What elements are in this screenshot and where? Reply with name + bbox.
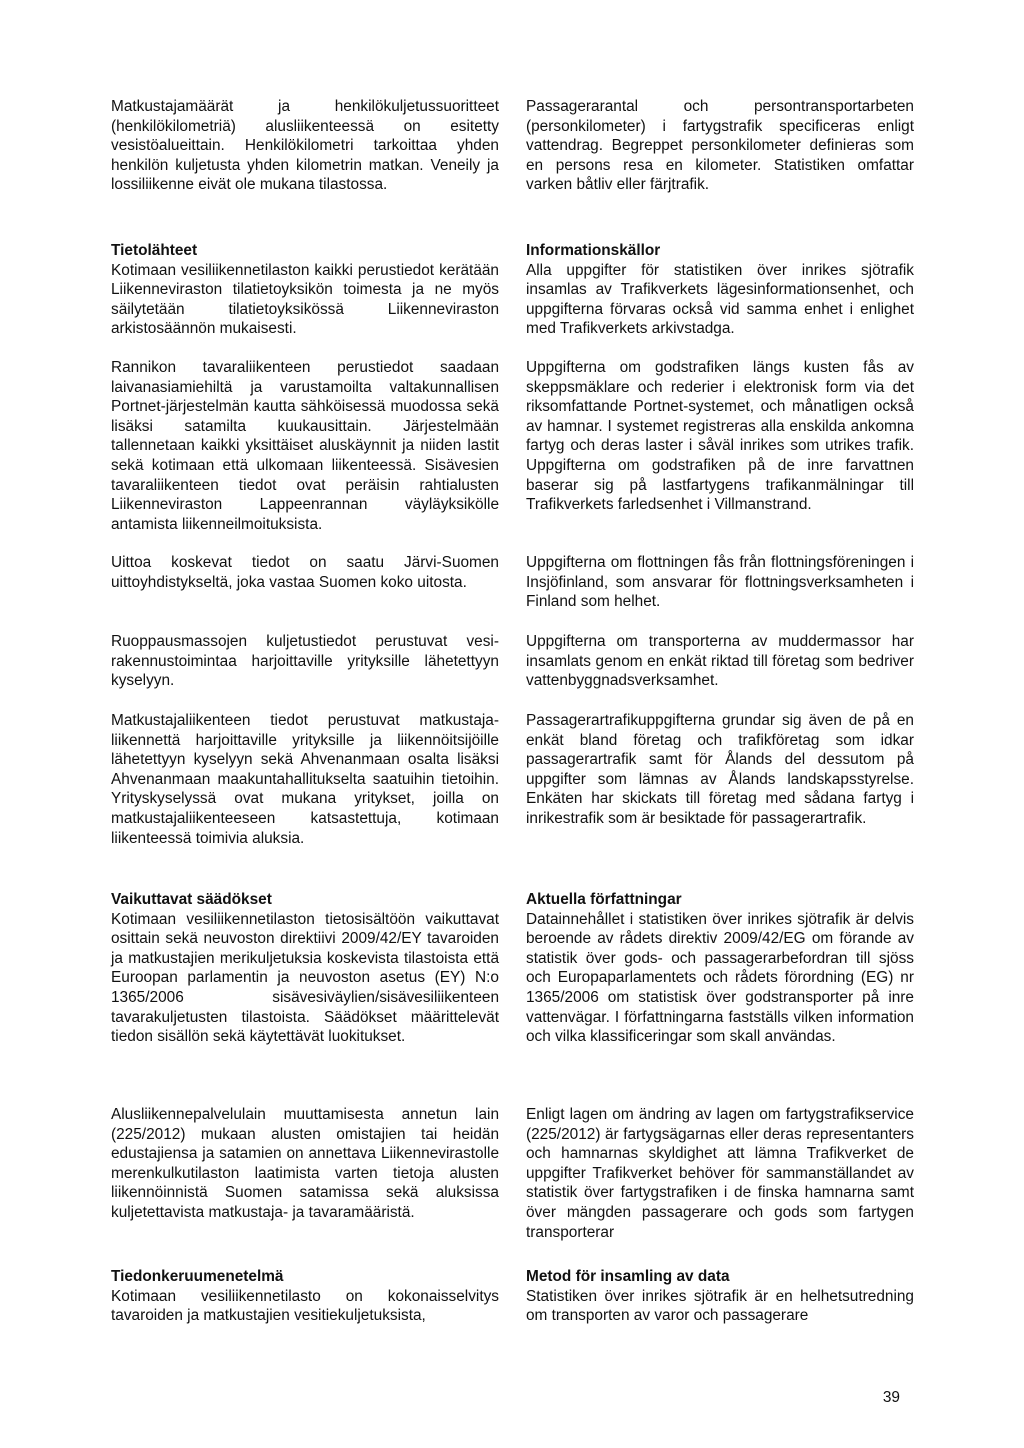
sources-paragraph-2-sv: Uppgifterna om godstrafiken längs kusten fås av skeppsmäklare och rederier i elektronisk form via det riksomfattande Portnet-systemet, och månatligen också av hamnar. I systemet registreras alla enskilda ankomna fartyg och deras laster i såväl inrikes som utrikes trafik. Uppgifterna om godstrafiken på de inre farvattnen baserar sig på lastfartygens trafikanmälningar till Trafikverkets farledsenhet i Villmanstrand. [526,359,914,514]
sources-paragraph-5-fi-block [111,711,499,848]
regulations-paragraph-2-fi-block [111,1105,499,1223]
sources-paragraph-3-fi-block [111,553,499,592]
regulations-heading-fi: Vaikuttavat säädökset [111,891,272,908]
sources-paragraph-4-sv: Uppgifterna om transporterna av muddermassor har insamlats genom en enkät riktad till företag som bedriver vattenbyggnadsverksamhet. [526,633,914,690]
regulations-paragraph-1-fi: Kotimaan vesiliikennetilaston tietosisältöön vaikuttavat osittain sekä neuvoston direktiivi 2009/42/EY tavaroiden ja matkustajien merikuljetuksia koskevista tilastoista että Euroopan parlamentin ja neuvoston asetus (EY) N:o 1365/2006 sisävesiväylien/sisävesiliikenteen tavarakuljetusten tilastoista. Säädökset määrittelevät tiedon sisällön sekä käytettävät luokitukset. [111,910,499,1046]
sources-heading-sv: Informationskällor [526,242,661,259]
method-paragraph-1-sv: Statistiken över inrikes sjötrafik är en helhetsutredning om transporten av varor och passagerare [526,1287,914,1325]
method-heading-fi: Tiedonkeruumenetelmä [111,1268,284,1285]
sources-paragraph-3-sv: Uppgifterna om flottningen fås från flottningsföreningen i Insjöfinland, som ansvarar för flottningsverksamheten i Finland som helhet. [526,554,914,611]
sources-paragraph-1-fi: Kotimaan vesiliikennetilaston kaikki perustiedot kerätään Liikenneviraston tilatietoyksikön toimesta ja ne myös säilytetään tilatietoyksikössä Liikenneviraston arkistosäännön mukaisesti. [111,261,499,338]
sources-paragraph-4-sv-block [526,632,914,691]
sources-paragraph-4-fi-block [111,632,499,691]
method-paragraph-1-fi: Kotimaan vesiliikennetilasto on kokonaisselvitys tavaroiden ja matkustajien vesitiekuljetuksista, [111,1287,499,1325]
sources-paragraph-1-sv: Alla uppgifter för statistiken över inrikes sjötrafik insamlas av Trafikverkets lägesinformationsenhet, och uppgifterna förvaras också vid samma enhet i enlighet med Trafikverkets arkivstadga. [526,261,914,338]
intro-paragraph-sv [526,97,914,195]
sources-paragraph-3-fi: Uittoa koskevat tiedot on saatu Järvi-Suomen uittoyhdistykseltä, joka vastaa Suomen koko uitosta. [111,554,499,591]
regulations-section-sv [526,890,914,1047]
method-heading-sv: Metod för insamling av data [526,1268,730,1285]
regulations-section-fi [111,890,499,1047]
sources-paragraph-2-fi-block [111,358,499,534]
intro-text-fi: Matkustajamäärät ja henkilökuljetussuoritteet (henkilökilometriä) alusliikenteessä on esitetty vesistöalueittain. Henkilökilometri tarkoittaa yhden henkilön kuljetusta yhden kilometrin matkan. Veneily ja lossiliikenne eivät ole mukana tilastossa. [111,98,499,194]
sources-heading-fi: Tietolähteet [111,242,198,259]
regulations-heading-sv: Aktuella författningar [526,891,682,908]
intro-paragraph-fi [111,97,499,195]
regulations-paragraph-1-sv: Datainnehållet i statistiken över inrikes sjötrafik är delvis beroende av rådets direktiv 2009/42/EG om förande av statistik över gods- och passagerarbefordran till sjöss och Europaparlamentets och rådets förordning (EG) nr 1365/2006 om statistisk över godstransporter på inre vattenvägar. I författningarna fastställs vilken information och vilka klassificeringar som skall användas. [526,910,914,1046]
page-number: 39 [882,1389,900,1406]
sources-paragraph-2-fi: Rannikon tavaraliikenteen perustiedot saadaan laivanasiamiehiltä ja varustamoilta valtakunnallisen Portnet-järjestelmän kautta sähköisessä muodossa sekä lisäksi satamilta kuukausittain. Järjestelmään tallennetaan kaikki yksittäiset aluskäynnit ja niiden lastit sekä kotimaan että ulkomaan liikenteessä. Sisävesien tavaraliikenteen tiedot ovat peräisin rahtialusten Liikenneviraston Lappeenrannan väyläyksikölle antamista liikenneilmoituksista. [111,359,499,533]
sources-paragraph-4-fi: Ruoppausmassojen kuljetustiedot perustuvat vesirakennustoimintaa harjoittaville yrityksille lähetettyyn kyselyyn. [111,633,499,690]
regulations-paragraph-2-sv-block [526,1105,914,1242]
regulations-paragraph-2-sv: Enligt lagen om ändring av lagen om fartygstrafikservice (225/2012) är fartygsägarnas eller deras representanters och hamnarnas skyldighet att lämna Trafikverket de uppgifter Trafikverket behöver för sammanställandet av statistik över fartygstrafiken i de finska hamnarna samt över mängden passagerare och gods som fartygen transporterar [526,1106,914,1241]
intro-text-sv: Passagerarantal och persontransportarbeten (personkilometer) i fartygstrafik specificeras enligt vattendrag. Begreppet personkilometer definieras som en persons resa en kilometer. Statistiken omfattar varken båtliv eller färjtrafik. [526,98,914,194]
sources-paragraph-5-sv: Passagerartrafikuppgifterna grundar sig även de på en enkät bland företag och trafikföretag som idkar passagerartrafik samt för Ålands del dessutom på uppgifter som lämnas av Ålands landskapsstyrelse. Enkäten har skickats till företag med sådana fartyg i inrikestrafik som är besiktade för passagerartrafik. [526,712,914,827]
method-section-fi [111,1267,499,1326]
sources-paragraph-3-sv-block [526,553,914,612]
sources-section-sv [526,241,914,339]
regulations-paragraph-2-fi: Alusliikennepalvelulain muuttamisesta annetun lain (225/2012) mukaan alusten omistajien tai heidän edustajiensa ja satamien on annettava Liikennevirastolle merenkulkutilaston laatimista varten tietoja alusten liikennöinnistä Suomen satamissa sekä aluksissa kuljetettavista matkustaja- ja tavaramääristä. [111,1106,499,1221]
method-section-sv [526,1267,914,1326]
sources-section-fi [111,241,499,339]
sources-paragraph-2-sv-block [526,358,914,515]
sources-paragraph-5-sv-block [526,711,914,829]
sources-paragraph-5-fi: Matkustajaliikenteen tiedot perustuvat matkustajaliikennettä harjoittaville yrityksille ja liikennöitsijöille lähetettyyn kyselyyn sekä Ahvenanmaan osalta lisäksi Ahvenanmaan maakuntahallitukselta saatuihin tietoihin. Yrityskyselyssä ovat mukana yritykset, joilla on matkustajaliikenteeseen katsastettuja, kotimaan liikenteessä toimivia aluksia. [111,712,499,847]
